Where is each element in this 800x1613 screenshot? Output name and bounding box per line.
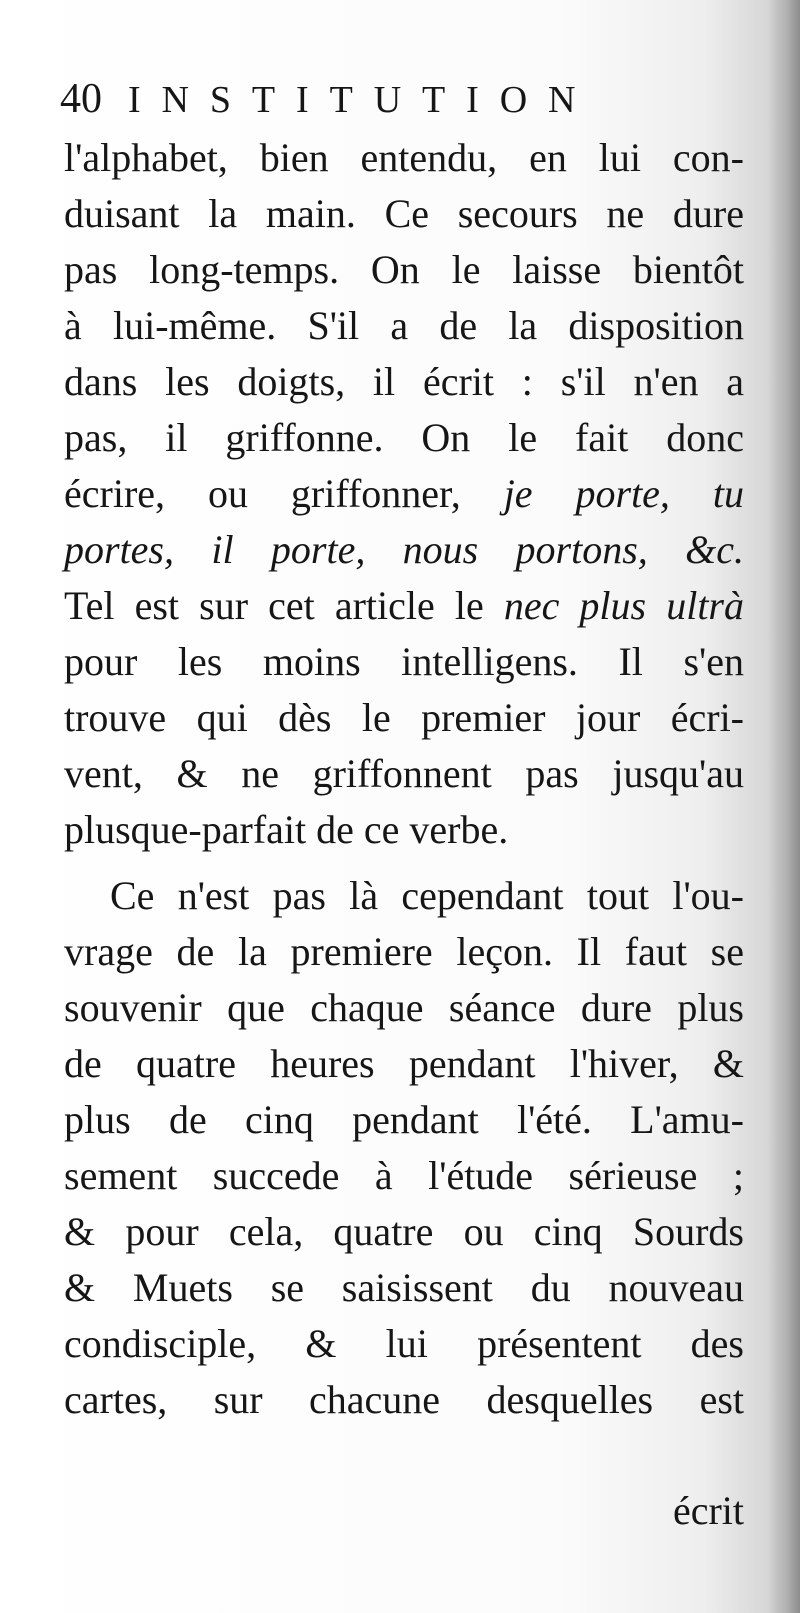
page-header xyxy=(60,64,760,134)
text-line-6: pas, il griffonne. On le fait donc xyxy=(64,415,744,460)
text-line-5: dans les doigts, il écrit : s'il n'en a xyxy=(64,359,744,404)
text-line-23: cartes, sur chacune desquelles est xyxy=(64,1377,744,1422)
text-line-14: Ce n'est pas là cependant tout l'ou- xyxy=(110,873,744,918)
text-line-1: l'alphabet, bien entendu, en lui con- xyxy=(64,135,744,180)
text-line-9-roman: Tel est sur cet article le xyxy=(64,583,484,628)
text-line-13: plusque-parfait de ce verbe. xyxy=(64,807,509,852)
text-line-12: vent, & ne griffonnent pas jusqu'au xyxy=(64,751,744,796)
text-line-2: duisant la main. Ce secours ne dure xyxy=(64,191,744,236)
text-line-16: souvenir que chaque séance dure plus xyxy=(64,985,744,1030)
text-line-8: portes, il porte, nous portons, &c. xyxy=(64,527,744,572)
text-line-7 xyxy=(64,466,744,522)
text-line-11: trouve qui dès le premier jour écri- xyxy=(64,695,744,740)
text-line-4: à lui-même. S'il a de la disposition xyxy=(64,303,744,348)
text-line-7-italic: je porte, tu xyxy=(503,471,744,516)
text-line-9-italic: nec plus ultrà xyxy=(503,583,744,628)
text-line-15: vrage de la premiere leçon. Il faut se xyxy=(64,929,744,974)
running-title: INSTITUTION xyxy=(128,79,597,121)
text-line-18: plus de cinq pendant l'été. L'amu- xyxy=(64,1097,744,1142)
text-line-7-roman: écrire, ou griffonner, xyxy=(64,471,461,516)
text-line-22: condisciple, & lui présentent des xyxy=(64,1321,744,1366)
text-line-3: pas long-temps. On le laisse bientôt xyxy=(64,247,744,292)
text-line-19: sement succede à l'étude sérieuse ; xyxy=(64,1153,744,1198)
text-line-21: & Muets se saisissent du nouveau xyxy=(64,1265,744,1310)
text-line-9 xyxy=(64,578,744,634)
catchword: écrit xyxy=(672,1488,744,1533)
text-line-20: & pour cela, quatre ou cinq Sourds xyxy=(64,1209,744,1254)
text-line-10: pour les moins intelligens. Il s'en xyxy=(64,639,744,684)
text-line-17: de quatre heures pendant l'hiver, & xyxy=(64,1041,744,1086)
page-gutter-shadow xyxy=(768,0,800,1613)
page-number: 40 xyxy=(60,76,102,122)
